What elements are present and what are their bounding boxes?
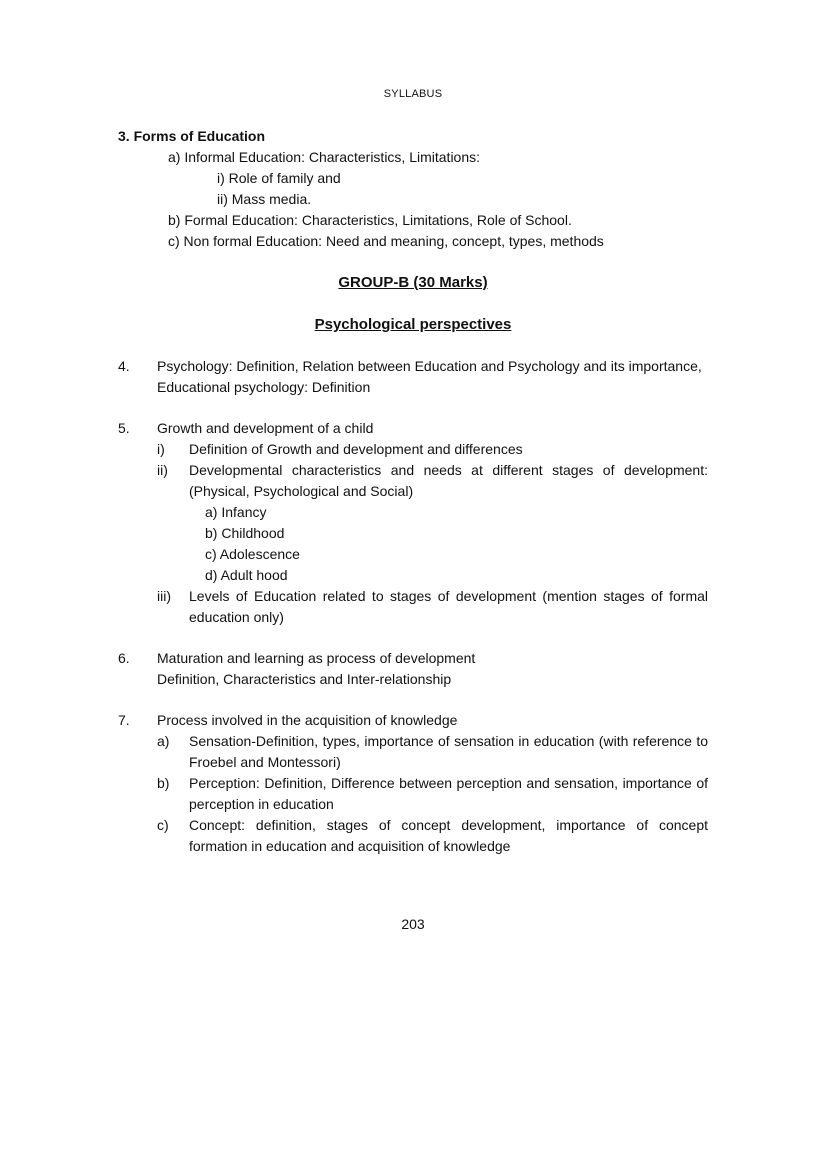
stage-infancy: a) Infancy bbox=[205, 504, 267, 520]
item-5-title: Growth and development of a child bbox=[157, 420, 374, 436]
section-3-item-a-ii: ii) Mass media. bbox=[217, 191, 312, 207]
section-3-item-b: b) Formal Education: Characteristics, Limitations, Role of School. bbox=[168, 212, 572, 228]
item-5-iii-label: iii) bbox=[157, 588, 171, 604]
section-3-item-a: a) Informal Education: Characteristics, Limitations: bbox=[168, 149, 481, 165]
item-4-number: 4. bbox=[118, 358, 130, 374]
item-5-iii-text: Levels of Education related to stages of development (mention stages of formal education only) bbox=[189, 588, 708, 625]
stage-adult-hood: d) Adult hood bbox=[205, 567, 288, 583]
stage-adolescence: c) Adolescence bbox=[205, 546, 300, 562]
item-7-c-label: c) bbox=[157, 817, 169, 833]
item-6-number: 6. bbox=[118, 650, 130, 666]
item-5-i-text: Definition of Growth and development and differences bbox=[189, 441, 523, 457]
item-6-line-2: Definition, Characteristics and Inter-relationship bbox=[157, 671, 452, 687]
item-5-ii-text: Developmental characteristics and needs at different stages of development: (Physical, Psychological and Social) bbox=[189, 462, 708, 499]
item-5-i-label: i) bbox=[157, 441, 165, 457]
item-5-number: 5. bbox=[118, 420, 130, 436]
item-6-line-1: Maturation and learning as process of development bbox=[157, 650, 476, 666]
item-7-b-text: Perception: Definition, Difference between perception and sensation, importance of perception in education bbox=[189, 775, 708, 812]
item-7-a-text: Sensation-Definition, types, importance of sensation in education (with reference to Froebel and Montessori) bbox=[189, 733, 708, 770]
item-7-title: Process involved in the acquisition of knowledge bbox=[157, 712, 458, 728]
item-4-line-1: Psychology: Definition, Relation between Education and Psychology and its importance, bbox=[157, 358, 702, 374]
section-3-item-a-i: i) Role of family and bbox=[217, 170, 341, 186]
group-subheading: Psychological perspectives bbox=[314, 316, 512, 333]
item-4-line-2: Educational psychology: Definition bbox=[157, 379, 371, 395]
group-heading: GROUP-B (30 Marks) bbox=[338, 274, 488, 291]
section-3-title: 3. Forms of Education bbox=[118, 128, 266, 144]
item-7-number: 7. bbox=[118, 712, 130, 728]
item-5-ii-label: ii) bbox=[157, 462, 168, 478]
item-7-b-label: b) bbox=[157, 775, 170, 791]
page-number: 203 bbox=[401, 916, 425, 932]
page-header: SYLLABUS bbox=[383, 88, 443, 100]
section-3-item-c: c) Non formal Education: Need and meaning, concept, types, methods bbox=[168, 233, 604, 249]
item-7-a-label: a) bbox=[157, 733, 170, 749]
stage-childhood: b) Childhood bbox=[205, 525, 285, 541]
item-7-c-text: Concept: definition, stages of concept development, importance of concept formation in education and acquisition of knowledge bbox=[189, 817, 708, 854]
